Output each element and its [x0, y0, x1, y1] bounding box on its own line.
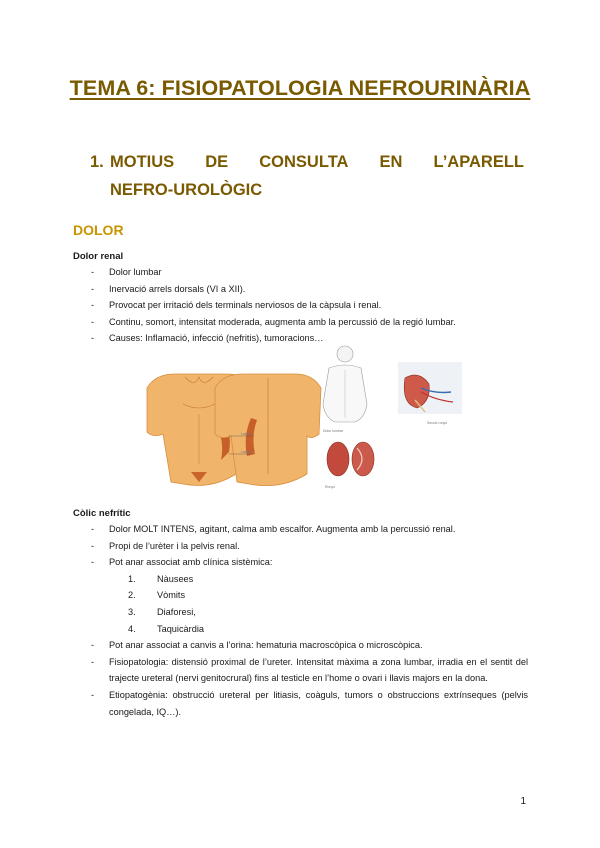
list-item: - Dolor MOLT INTENS, agitant, calma amb escalfor. Augmenta amb la percussió renal. [91, 524, 456, 534]
list-item: - Pot anar associat a canvis a l’orina: hematuria macroscòpica o microscòpica. [91, 640, 423, 651]
kidneys-illustration [323, 438, 375, 489]
list-item: - Fisiopatologia: distensió proximal de l’ureter. Intensitat màxima a zona lumbar, irradia en el sentit del trajecte ureteral (nervi genitocrural) fins al testicle en l’home o ovari i llavis majors en la dona. [91, 656, 528, 684]
section-heading-line1 [110, 148, 524, 176]
colic-heading: Còlic nefrític [73, 508, 131, 519]
figure-caption: Secció ronyó [427, 421, 448, 425]
dolor-renal-heading: Dolor renal [73, 251, 124, 262]
list-item: - Etiopatogènia: obstrucció ureteral per litiasis, coàguls, tumors o obstruccions extrínseques (pelvis congelada, IQ…). [91, 689, 528, 717]
back-outline-illustration [323, 346, 367, 433]
figure-caption: Ronyó [325, 485, 336, 489]
list-item: - Propi de l’urèter i la pelvis renal. [91, 540, 240, 551]
heading-word: MOTIUS [110, 153, 175, 171]
list-item: - Inervació arrels dorsals (VI a XII). [91, 283, 246, 294]
section-heading-line2: NEFRO-UROLÒGIC [110, 181, 263, 199]
list-item: - Continu, somort, intensitat moderada, augmenta amb la percussió de la regió lumbar. [91, 316, 456, 327]
heading-word: EN [379, 153, 403, 171]
section-number: 1. [90, 153, 104, 171]
list-item: - Causes: Inflamació, infecció (nefritis), tumoracions… [91, 333, 324, 344]
kidney-section-illustration [398, 362, 462, 425]
numbered-item: 1. Nàusees [128, 573, 194, 584]
figure-caption: Dolor lumbar [323, 429, 344, 433]
list-item: - Dolor lumbar [91, 267, 162, 277]
page-number: 1 [520, 796, 526, 807]
heading-word: DE [205, 153, 229, 171]
torso-label: Label B [241, 450, 253, 454]
torso-label: Label A [241, 432, 253, 436]
numbered-item: 4. Taquicàrdia [128, 623, 204, 634]
list-item: - Provocat per irritació dels terminals nerviosos de la càpsula i renal. [91, 300, 382, 311]
list-item: - Pot anar associat amb clínica sistèmica: [91, 557, 273, 568]
renal-pain-figure [135, 344, 470, 494]
dolor-renal-list [73, 264, 528, 347]
page-title: TEMA 6: FISIOPATOLOGIA NEFROURINÀRIA [69, 76, 531, 100]
colic-list [73, 521, 528, 720]
numbered-item: 2. Vòmits [128, 590, 186, 601]
subsection-heading: DOLOR [73, 222, 124, 238]
heading-word: CONSULTA [259, 153, 349, 171]
heading-word: L’APARELL [433, 153, 524, 171]
numbered-item: 3. Diaforesi, [128, 606, 196, 617]
